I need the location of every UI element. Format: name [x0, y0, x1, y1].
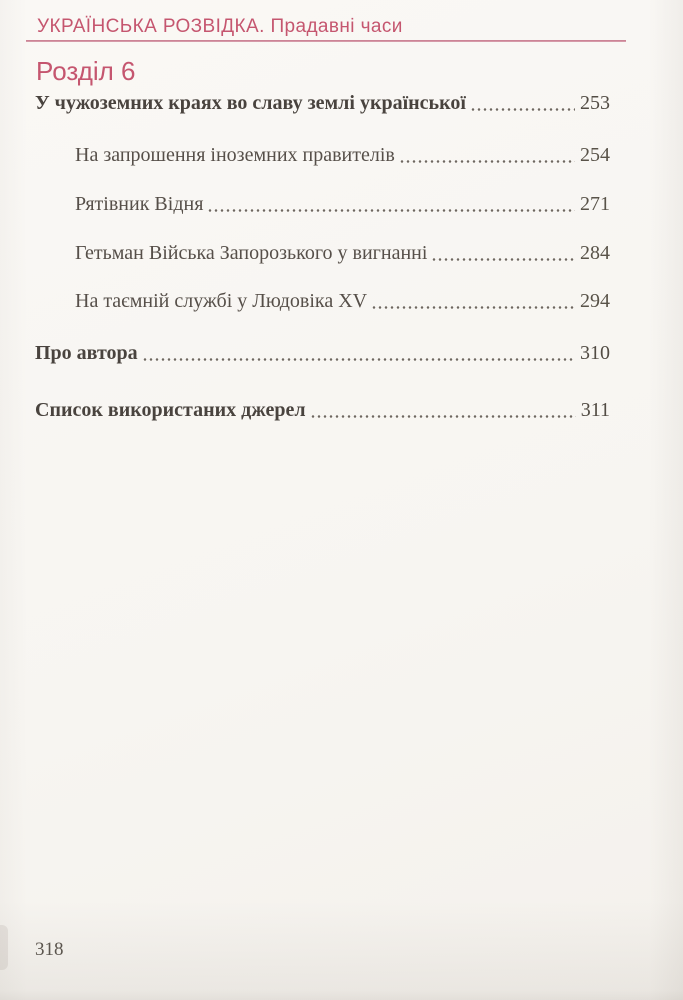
running-header: УКРАЇНСЬКА РОЗВІДКА. Прадавні часи — [37, 16, 403, 37]
chapter-heading: Розділ 6 — [36, 56, 136, 86]
dot-leader — [310, 397, 576, 423]
dot-leader — [142, 340, 575, 366]
toc-entry-page: 294 — [580, 290, 610, 312]
toc-entry — [35, 397, 610, 423]
toc-entry-title: На запрошення іноземних правителів — [75, 144, 395, 166]
toc-entry — [75, 142, 610, 168]
dot-leader — [371, 288, 575, 314]
toc-entry-title: На таємній службі у Людовіка XV — [75, 290, 368, 312]
toc-entry — [35, 340, 610, 366]
toc-entry-page: 271 — [580, 193, 610, 215]
toc-entry — [75, 191, 610, 217]
toc-entry-title: Список використаних джерел — [35, 399, 306, 421]
toc-entry-page: 253 — [580, 92, 610, 114]
toc-entry-page: 311 — [580, 399, 610, 421]
toc-entry-page: 310 — [580, 342, 610, 364]
toc-entry-page: 254 — [580, 144, 610, 166]
page-number: 318 — [35, 939, 64, 960]
toc-entry-page: 284 — [580, 242, 610, 264]
header-rule — [26, 40, 626, 42]
toc-entry-title: Про автора — [35, 342, 138, 364]
dot-leader — [431, 240, 575, 266]
toc-entry-title: Гетьман Війська Запорозького у вигнанні — [75, 242, 428, 264]
toc-entry — [75, 288, 610, 314]
dot-leader — [470, 90, 575, 116]
toc-entry-title: Рятівник Відня — [75, 193, 204, 215]
dot-leader — [207, 191, 575, 217]
toc-entry — [75, 240, 610, 266]
scan-artifact — [0, 925, 8, 970]
toc-entry-title: У чужоземних краях во славу землі української — [35, 92, 466, 114]
toc-entry — [35, 90, 610, 116]
dot-leader — [399, 142, 575, 168]
